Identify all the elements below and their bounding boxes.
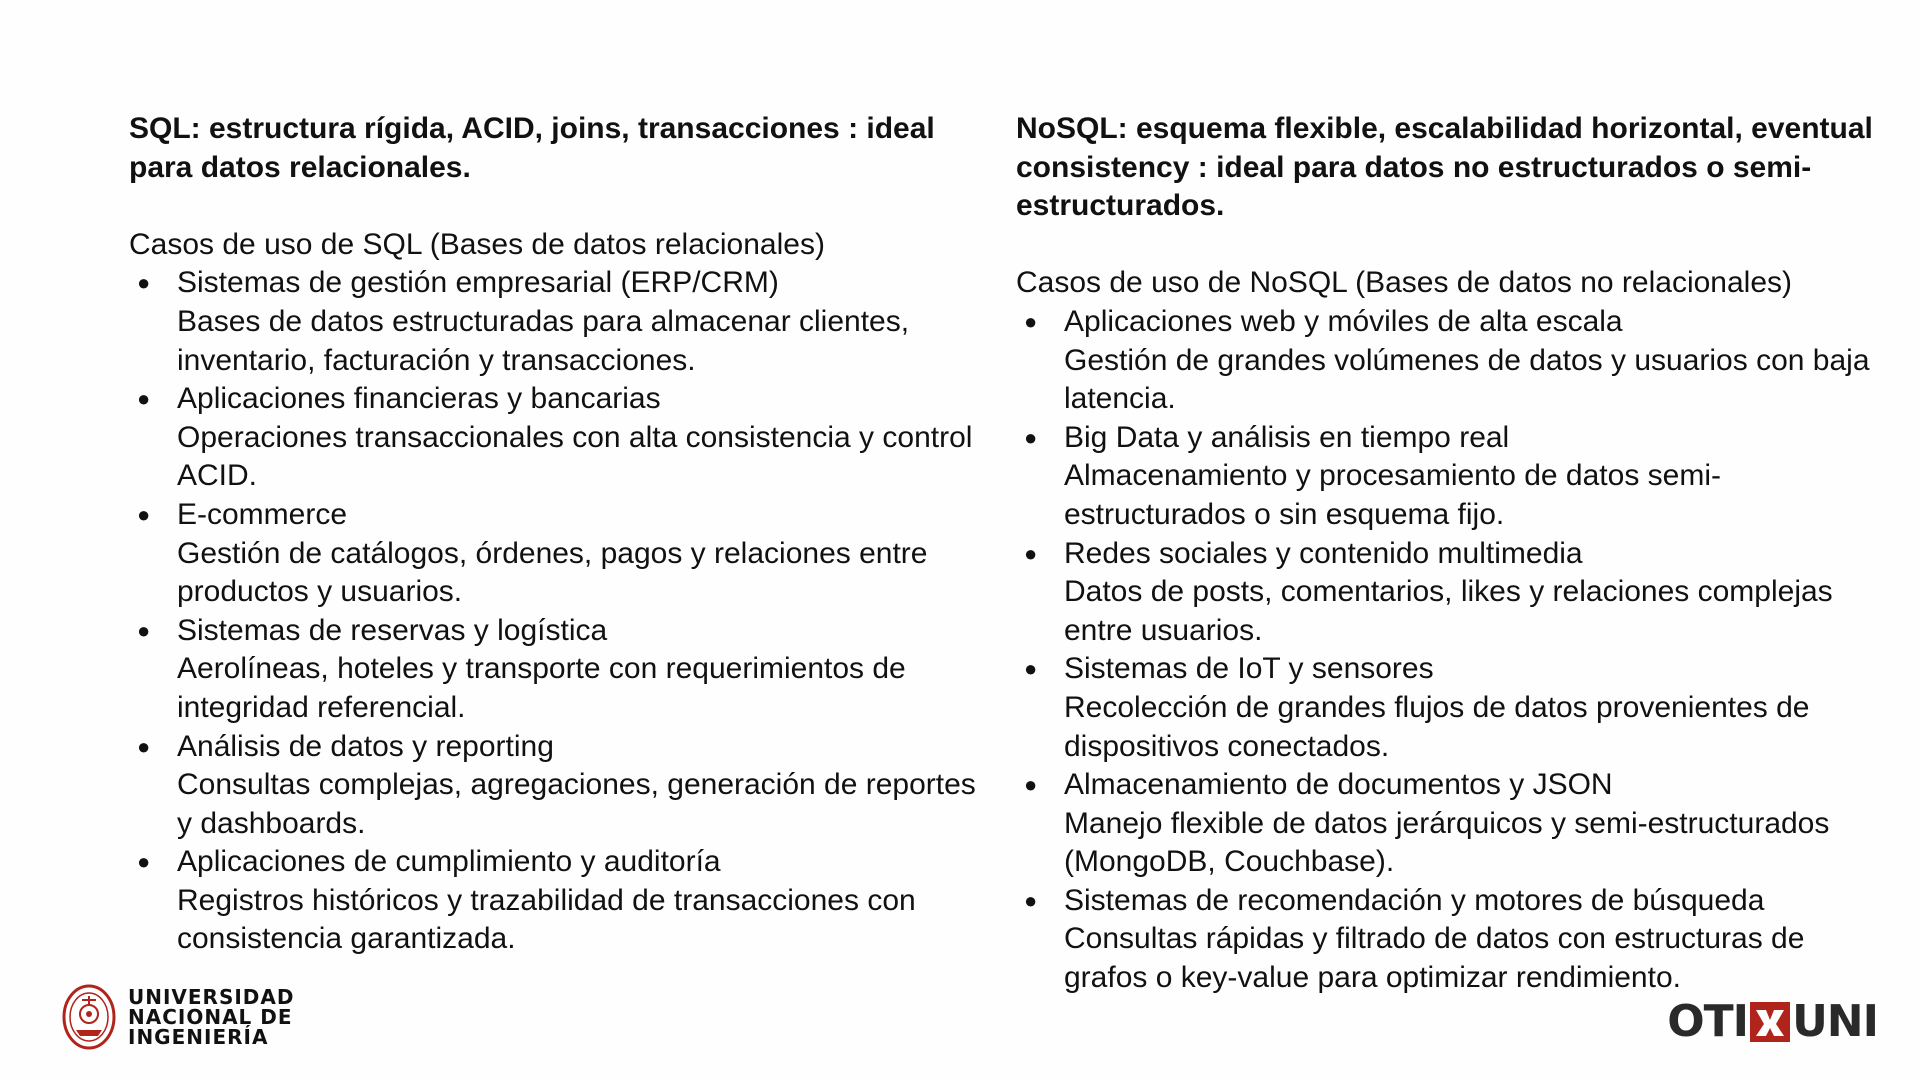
use-case-title: Análisis de datos y reporting: [177, 729, 554, 763]
bullet-icon: ●: [1024, 887, 1038, 913]
use-case-description: Bases de datos estructuradas para almacenar clientes, inventario, facturación y transacciones.: [177, 304, 910, 377]
bullet-icon: ●: [1024, 540, 1038, 566]
use-case-description: Consultas rápidas y filtrado de datos con estructuras de grafos o key-value para optimizar rendimiento.: [1064, 922, 1805, 995]
list-item: [1016, 650, 1896, 766]
oti-uni-logo: [1667, 996, 1878, 1047]
oti-mark-icon: [1750, 1002, 1790, 1042]
use-case-description: Gestión de grandes volúmenes de datos y usuarios con baja latencia.: [1064, 343, 1870, 416]
use-case-description: Almacenamiento y procesamiento de datos semi-estructurados o sin esquema fijo.: [1064, 459, 1721, 531]
university-name-line1: UNIVERSIDAD: [128, 985, 295, 1009]
bullet-icon: ●: [1024, 772, 1038, 798]
sql-column: [129, 110, 989, 959]
university-logo: [62, 984, 295, 1050]
list-item: [129, 612, 989, 728]
use-case-title: Almacenamiento de documentos y JSON: [1064, 768, 1613, 802]
nosql-column: [1016, 110, 1896, 998]
use-case-title: Aplicaciones web y móviles de alta escala: [1064, 304, 1623, 338]
use-case-title: Sistemas de gestión empresarial (ERP/CRM): [177, 266, 779, 300]
bullet-icon: ●: [1024, 308, 1038, 334]
bullet-icon: ●: [137, 270, 151, 296]
uni-logo-text: UNI: [1792, 996, 1878, 1047]
use-case-description: Manejo flexible de datos jerárquicos y semi-estructurados (MongoDB, Couchbase).: [1064, 806, 1830, 879]
use-case-description: Datos de posts, comentarios, likes y relaciones complejas entre usuarios.: [1064, 575, 1833, 647]
use-case-description: Recolección de grandes flujos de datos provenientes de dispositivos conectados.: [1064, 690, 1810, 763]
use-case-title: Sistemas de IoT y sensores: [1064, 652, 1434, 686]
use-case-title: Big Data y análisis en tiempo real: [1064, 420, 1510, 454]
use-case-title: Redes sociales y contenido multimedia: [1064, 536, 1583, 570]
use-case-title: Sistemas de reservas y logística: [177, 613, 608, 647]
list-item: [1016, 535, 1896, 651]
bullet-icon: ●: [137, 501, 151, 527]
nosql-heading: NoSQL: esquema flexible, escalabilidad horizontal, eventual consistency : ideal para datos no estructurados o semi-estructurados.: [1016, 112, 1873, 223]
list-item: [1016, 419, 1896, 535]
use-case-title: Aplicaciones financieras y bancarias: [177, 382, 661, 416]
sql-heading: SQL: estructura rígida, ACID, joins, transacciones : ideal para datos relacionales.: [129, 112, 935, 184]
university-name-line3: INGENIERÍA: [128, 1025, 269, 1049]
list-item: [129, 843, 989, 959]
university-name: [128, 987, 295, 1047]
sql-intro: Casos de uso de SQL (Bases de datos relacionales): [129, 227, 825, 261]
list-item: [129, 264, 989, 380]
bullet-icon: ●: [1024, 656, 1038, 682]
use-case-description: Consultas complejas, agregaciones, generación de reportes y dashboards.: [177, 768, 976, 840]
university-name-line2: NACIONAL DE: [128, 1005, 293, 1029]
use-case-description: Aerolíneas, hoteles y transporte con requerimientos de integridad referencial.: [177, 652, 906, 724]
use-case-description: Operaciones transaccionales con alta consistencia y control ACID.: [177, 420, 973, 493]
university-seal-icon: [62, 984, 116, 1050]
bullet-icon: ●: [137, 617, 151, 643]
sql-use-cases-list: [129, 264, 989, 959]
list-item: [129, 728, 989, 844]
nosql-intro: Casos de uso de NoSQL (Bases de datos no relacionales): [1016, 266, 1793, 300]
bullet-icon: ●: [137, 733, 151, 759]
list-item: [1016, 882, 1896, 998]
use-case-title: E-commerce: [177, 497, 348, 531]
use-case-description: Registros históricos y trazabilidad de transacciones con consistencia garantizada.: [177, 883, 916, 956]
list-item: [1016, 766, 1896, 882]
list-item: [1016, 303, 1896, 419]
use-case-description: Gestión de catálogos, órdenes, pagos y relaciones entre productos y usuarios.: [177, 536, 928, 609]
oti-logo-text: OTI: [1667, 996, 1749, 1047]
list-item: [129, 496, 989, 612]
bullet-icon: ●: [137, 386, 151, 412]
list-item: [129, 380, 989, 496]
bullet-icon: ●: [1024, 424, 1038, 450]
bullet-icon: ●: [137, 849, 151, 875]
use-case-title: Sistemas de recomendación y motores de búsqueda: [1064, 883, 1765, 917]
use-case-title: Aplicaciones de cumplimiento y auditoría: [177, 845, 721, 879]
nosql-use-cases-list: [1016, 303, 1896, 998]
